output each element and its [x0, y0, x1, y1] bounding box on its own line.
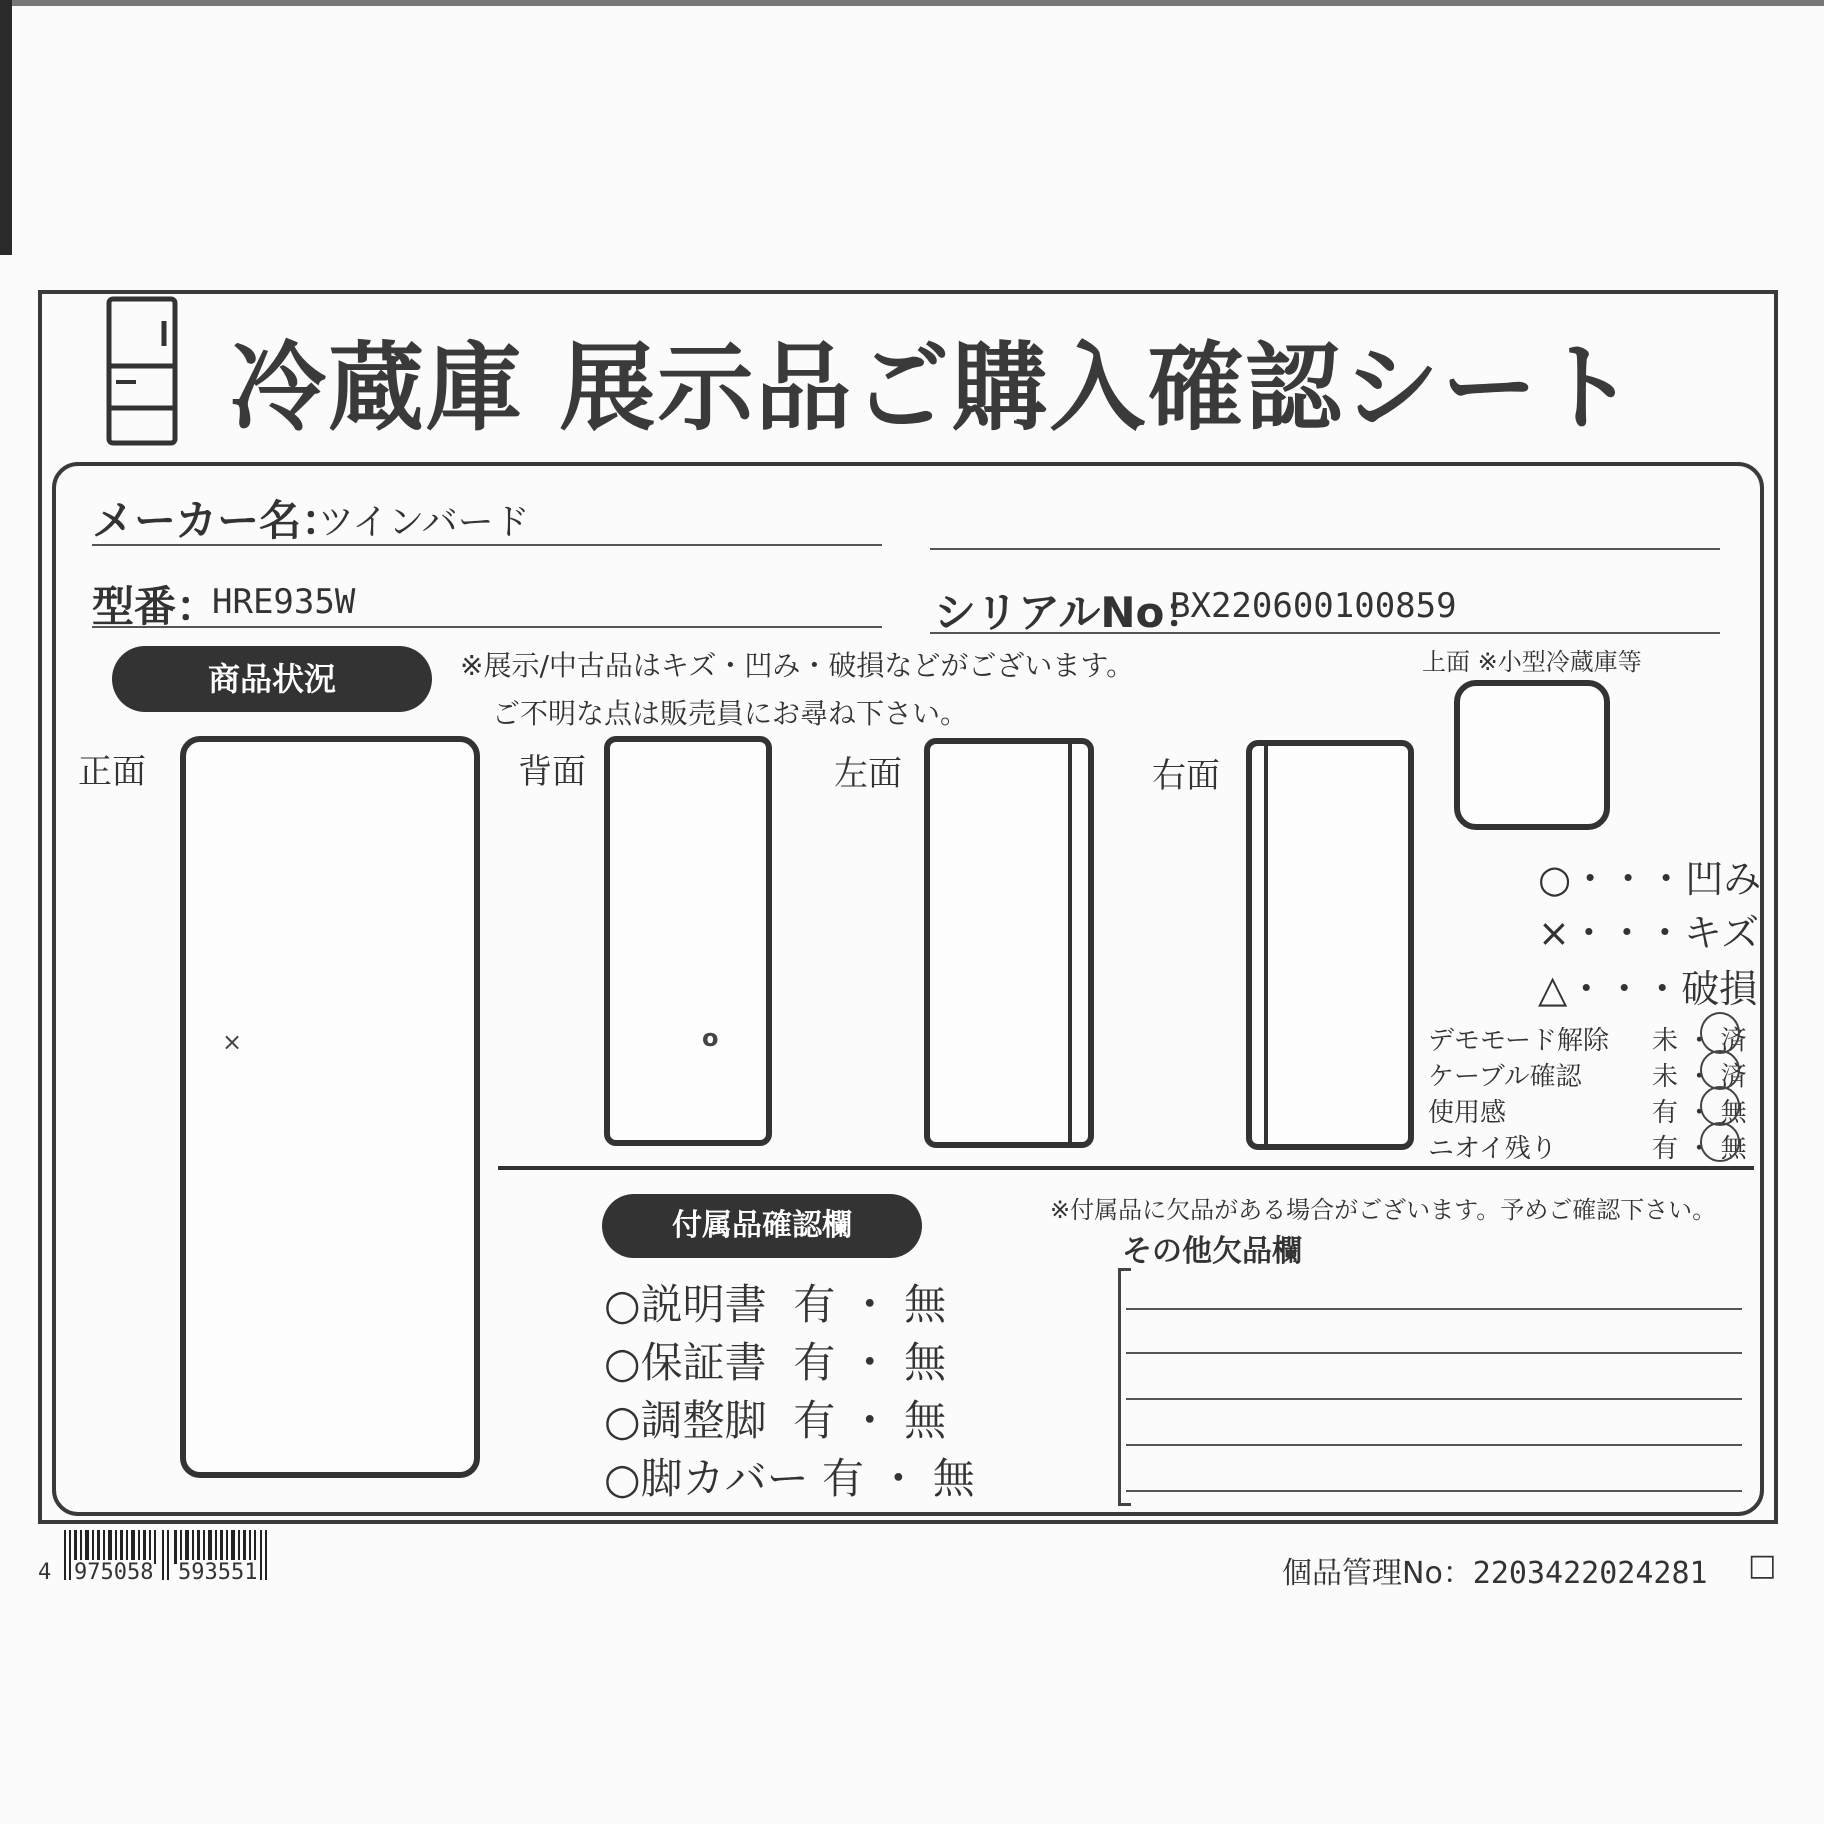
other-missing-line [1126, 1444, 1742, 1446]
accessory-warranty-yes: 有 [793, 1338, 836, 1387]
other-missing-bracket [1118, 1268, 1131, 1506]
legend-damage-dots: ・・・ [1567, 967, 1682, 1011]
accessory-feet-cover-no: 無 [932, 1454, 975, 1503]
other-missing-line [1126, 1490, 1742, 1492]
legend-scratch-dots: ・・・ [1569, 911, 1684, 955]
check-demo-mode-yes: 済 [1720, 1026, 1747, 1056]
accessory-manual-label: ○説明書 [604, 1280, 767, 1329]
accessory-manual-yes: 有 [793, 1280, 836, 1329]
accessory-adjust-feet [604, 1388, 946, 1448]
section-divider [498, 1166, 1754, 1170]
legend-scratch-meaning: キズ [1683, 911, 1760, 955]
maker-value: ツインバード [318, 502, 530, 543]
check-odor-yes: 有 [1652, 1134, 1679, 1164]
serial-value: BX220600100859 [1170, 586, 1457, 626]
maker-underline [92, 544, 882, 546]
model-label: 型番： [92, 582, 219, 631]
accessory-warranty-sep: ・ [848, 1338, 891, 1387]
check-demo-mode-no: 未 [1652, 1026, 1679, 1056]
legend-dent-symbol: ○ [1538, 857, 1572, 901]
item-control-value: 2203422024281 [1472, 1556, 1708, 1591]
legend-damage [1538, 958, 1757, 1013]
front-view-panel [180, 736, 480, 1478]
legend-dent [1538, 848, 1761, 903]
check-cable-sep: ・ [1686, 1062, 1713, 1092]
right-view-panel [1246, 740, 1414, 1150]
refrigerator-icon [106, 296, 178, 446]
other-missing-line [1126, 1398, 1742, 1400]
barcode-digits-group2: 593551 [178, 1560, 258, 1585]
accessory-manual [604, 1272, 946, 1332]
right-view-door-line [1264, 746, 1268, 1144]
accessory-manual-no: 無 [904, 1280, 947, 1329]
accessory-warranty-no: 無 [904, 1338, 947, 1387]
other-missing-line [1126, 1308, 1742, 1310]
check-odor-sep: ・ [1686, 1134, 1713, 1164]
check-cable-yes: 済 [1720, 1062, 1747, 1092]
item-control-checkbox: □ [1748, 1548, 1777, 1583]
condition-heading: 商品状況 [112, 646, 432, 712]
accessories-note: ※付属品に欠品がある場合がございます。予めご確認下さい。 [1050, 1196, 1717, 1224]
legend-dent-dots: ・・・ [1571, 857, 1686, 901]
barcode-digits-group1: 975058 [74, 1560, 154, 1585]
left-view-label: 左面 [834, 754, 902, 794]
model-value: HRE935W [212, 582, 356, 622]
accessory-adjust-feet-no: 無 [904, 1396, 947, 1445]
item-control-number [1282, 1548, 1708, 1592]
back-view-panel [604, 736, 772, 1146]
barcode-digit-first: 4 [38, 1560, 52, 1585]
serial-underline [930, 632, 1720, 634]
legend-damage-meaning: 破損 [1681, 967, 1758, 1011]
front-view-label: 正面 [78, 752, 146, 792]
check-demo-mode-sep: ・ [1686, 1026, 1713, 1056]
accessory-adjust-feet-sep: ・ [848, 1396, 891, 1445]
check-odor-label: ニオイ残り [1428, 1134, 1557, 1164]
blank-underline [930, 548, 1720, 550]
check-usage-no: 無 [1720, 1098, 1747, 1128]
check-usage-sep: ・ [1686, 1098, 1713, 1128]
scan-edge-left [0, 0, 12, 255]
top-view-panel [1454, 680, 1610, 830]
scan-edge-top [0, 0, 1824, 6]
legend-damage-symbol: △ [1538, 967, 1568, 1011]
condition-note-1: ※展示/中古品はキズ・凹み・破損などがございます。 [460, 649, 1135, 682]
check-cable-no: 未 [1652, 1062, 1679, 1092]
selected-circle-mark [1700, 1122, 1740, 1162]
serial-label: シリアルNo： [934, 588, 1207, 637]
accessory-adjust-feet-yes: 有 [793, 1396, 836, 1445]
model-underline [92, 626, 882, 628]
accessory-feet-cover [604, 1446, 975, 1506]
legend-scratch-symbol: × [1538, 911, 1570, 955]
legend-dent-meaning: 凹み [1685, 857, 1762, 901]
front-scratch-mark: × [222, 1028, 243, 1056]
accessory-adjust-feet-label: ○調整脚 [604, 1396, 767, 1445]
check-usage-label: 使用感 [1428, 1098, 1507, 1128]
accessory-warranty [604, 1330, 946, 1390]
maker-label: メーカー名： [92, 496, 344, 545]
top-view-label: 上面 ※小型冷蔵庫等 [1422, 648, 1642, 676]
back-dent-mark: o [702, 1024, 719, 1052]
check-usage-yes: 有 [1652, 1098, 1679, 1128]
condition-note-2: ご不明な点は販売員にお尋ね下さい。 [492, 697, 969, 730]
selected-circle-mark [1700, 1086, 1740, 1126]
accessory-feet-cover-yes: 有 [822, 1454, 865, 1503]
accessory-warranty-label: ○保証書 [604, 1338, 767, 1387]
accessory-manual-sep: ・ [848, 1280, 891, 1329]
left-view-door-line [1068, 744, 1072, 1142]
page-title: 冷蔵庫 展示品ご購入確認シート [230, 332, 1638, 444]
check-cable-label: ケーブル確認 [1428, 1062, 1582, 1092]
check-demo-mode-label: デモモード解除 [1428, 1026, 1609, 1056]
selected-circle-mark [1700, 1050, 1740, 1090]
other-missing-line [1126, 1352, 1742, 1354]
check-odor-no: 無 [1720, 1134, 1747, 1164]
right-view-label: 右面 [1152, 756, 1220, 796]
accessories-heading: 付属品確認欄 [602, 1194, 922, 1258]
other-missing-heading: その他欠品欄 [1122, 1234, 1302, 1269]
accessory-feet-cover-label: ○脚カバー [604, 1454, 809, 1503]
legend-scratch [1538, 902, 1759, 957]
item-control-label: 個品管理No： [1282, 1556, 1473, 1591]
back-view-label: 背面 [518, 752, 586, 792]
selected-circle-mark [1700, 1012, 1740, 1054]
accessory-feet-cover-sep: ・ [877, 1454, 920, 1503]
